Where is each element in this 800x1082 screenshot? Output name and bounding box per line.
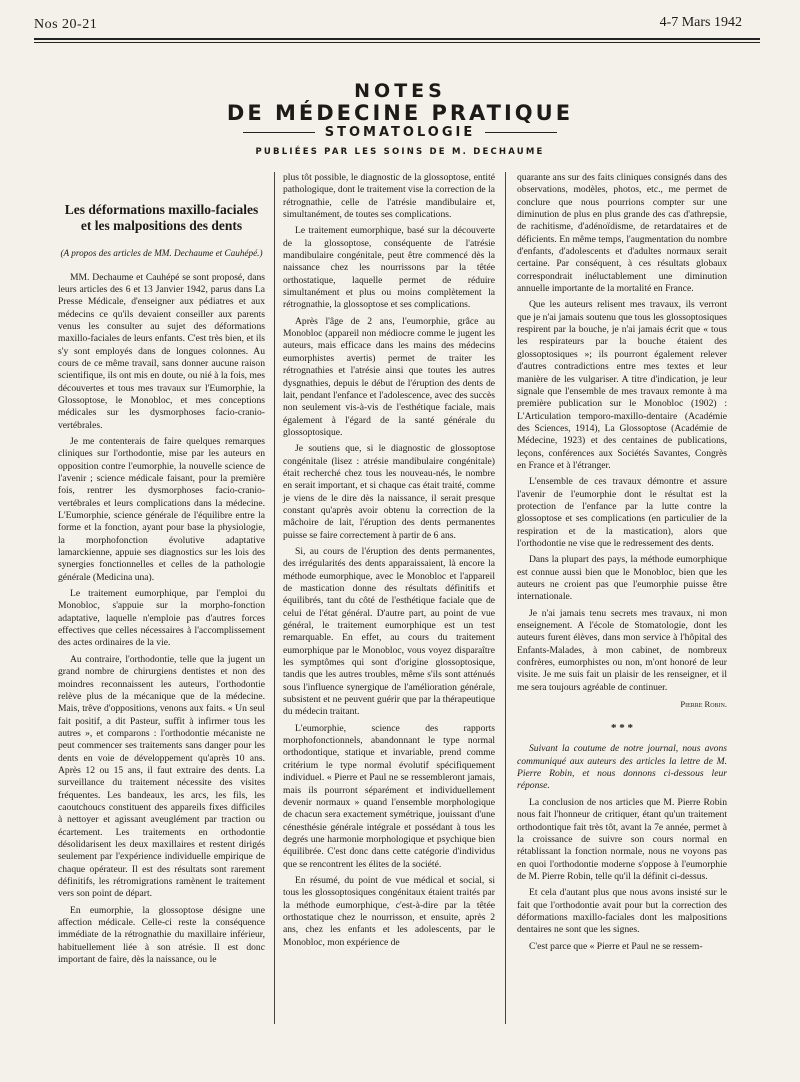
- masthead-medecine-pratique: DE MÉDECINE PRATIQUE: [226, 101, 574, 125]
- masthead-rule-left: [243, 132, 315, 133]
- paragraph: Je soutiens que, si le diagnostic de glossoptose congénitale (lisez : atrésie mandibulaire congénitale) était recherché chez tous les nouveau-nés, le nombre en serait important, et si chaque cas était traité, comme je viens de le dire dès la naissance, il serait presque constant qu'après avoir obtenu la correction de la mâchoire de lait, l'éruption des dents permanentes puisse se faire correctement à partir de 6 ans.: [283, 443, 495, 541]
- paragraph: Si, au cours de l'éruption des dents permanentes, des irrégularités des dents apparaissaient, là encore la méthode eumorphique, avec le Monobloc et l'appareil de mastication donne des résultats définitifs et équilibrés, tant du côté de l'esthétique faciale que de celui de l'état général. D'autre part, au point de vue général, le traitement eumorphique est un test remarquable. En effet, au cours du traitement eumorphique par le Monobloc, vous voyez disparaître les symptômes qui sont d'origine glossoptosique, tandis que les autres troubles, même s'ils sont atténués sous l'influence synergique de l'amélioration générale, subsistent et ne peuvent guérir que par la thérapeutique du médecin traitant.: [283, 545, 495, 718]
- paragraph: La conclusion de nos articles que M. Pierre Robin nous fait l'honneur de critiquer, étant qu'un traitement orthodontique fait très tôt, avant la 7e année, permet à la croissance de suivre son cours normal en rétablissant la fonction normale, nous ne voyons pas en quoi l'orthodontie moderne s'oppose à l'eumorphie de M. Pierre Robin, telle qu'il la définit ci-dessus.: [517, 796, 727, 882]
- masthead-rule-right: [485, 132, 557, 133]
- article-title: Les déformations maxillo-faciales et les malpositions des dents: [64, 202, 259, 233]
- paragraph: Le traitement eumorphique, par l'emploi du Monobloc, s'appuie sur la morpho-fonction adaptative, laquelle n'emploie pas d'autres forces effectives que celles nécessaires à l'accomplissement des actes ordinaires de la vie.: [58, 588, 265, 649]
- paragraph: Je n'ai jamais tenu secrets mes travaux, ni mon enseignement. A l'école de Stomatologie, dont les auteurs furent élèves, dans mon service à l'hôpital des Enfants-Malades, à mon cabinet, de nombreux confrères, eumorphistes ou non, m'ont honoré de leur visite. Je me suis fait un plaisir de les renseigner, et il me sera toujours agréable de continuer.: [517, 607, 727, 693]
- column-1: [58, 172, 265, 970]
- column-rule-2: [505, 172, 506, 1024]
- masthead-section: [0, 125, 800, 140]
- signature: Pierre Robin.: [680, 699, 727, 710]
- paragraph: En eumorphie, la glossoptose désigne une affection médicale. Celle-ci reste la conséquence immédiate de la rétrognathie du maxillaire inférieur, habituellement liée à son atrésie. Il est donc important de faire, dès la naissance, ou le: [58, 904, 265, 966]
- masthead-notes: NOTES: [354, 80, 446, 102]
- header-rule-thin: [34, 42, 760, 43]
- paragraph: Après l'âge de 2 ans, l'eumorphie, grâce au Monobloc (appareil non médiocre comme le jugent les auteurs, mais efficace dans les mains des médecins eumorphistes avertis) permet de traiter les rétrognathies et l'atrésie ainsi que toutes les autres dysgnathies, depuis le début de l'éruption des dents de lait, pendant l'enfance et l'adolescence, avec des succès non seulement vis-à-vis de l'esthétique faciale, mais également à l'égard de la santé générale du glossoptosique.: [283, 315, 495, 438]
- paragraph: Je me contenterais de faire quelques remarques cliniques sur l'orthodontie, mise par les auteurs en opposition contre l'eumorphie, la nouvelle science de l'avenir ; science médicale faisant, pour la première fois, rentrer les dysmorphoses facio-cranio-vertébrales et leurs complications dans la médecine. L'Eumorphie, science générale de l'équilibre entre la forme et la fonction, ayant pour base la physiologie, la morphofonction évolutive adaptative lamarckienne, appuie ses diagnostics sur les lois des synergies fonctionnelles et celles de la pathologie générale (Medicina una).: [58, 435, 265, 583]
- paragraph: quarante ans sur des faits cliniques consignés dans des observations, modèles, photos, etc., me permet de conclure que nous pourrions compter sur une diminution de plus en plus grande des cas d'athrepsie, de rachitisme, d'adénoïdisme, de retardataires et de déficients. En même temps, l'augmentation du nombre d'enfants, d'adolescents et d'adultes normaux serait certaine. Par conséquent, à ces résultats globaux correspondrait inéluctablement une diminution annuelle importante de la mortalité en France.: [517, 172, 727, 295]
- paragraph: Au contraire, l'orthodontie, telle que la jugent un grand nombre de chirurgiens dentistes et non des moindres reconnaissent les auteurs, l'orthodontie relève plus de la mécanique que de la médecine. Mais, trêve d'oppositions, venons aux faits. « Un seul fait positif, a dit Pasteur, suffit à infirmer tous les autres », et comparons : l'orthodontie mécaniste ne peut commencer ses traitements sans danger pour les dents en voie de développement qu'après 10 ans. Après 12 ou 15 ans, il faut extraire des dents. La surveillance du traitement nécessite des visites fréquentes. Les bandeaux, les arcs, les fils, les caoutchoucs constituent des appareils fixes difficiles à nettoyer et agissant aveuglément par traction ou écartement. Les traitements en orthodontie désolidarisent les deux maxillaires et restent dirigés seulement par l'expérience individuelle empirique de chaque opérateur. Il est des résultats sont rarement définitifs, les rétromigrations ramènent le traitement vers son point de départ.: [58, 653, 265, 900]
- paragraph: Et cela d'autant plus que nous avons insisté sur le fait que l'orthodontie avait pour but la correction des déformations maxillo-faciales dont les malpositions dentaires ne sont que les signes.: [517, 887, 727, 936]
- column-3: [517, 172, 727, 957]
- paragraph: Que les auteurs relisent mes travaux, ils verront que je n'ai jamais soutenu que tous les glossoptosiques respirent par la bouche, je n'ai jamais écrit que « tous les respirateurs par la bouche étaient des glossoptosiques »; ils pourront également relever d'autres contradictions entre mes textes et leur manière de les vulgariser. A titre d'indication, je leur signale que l'ensemble de mes travaux remonte à ma première publication sur le Monobloc (1902) : L'Articulation temporo-maxillo-dentaire (Académie des Sciences, 1914), La Glossoptose (Académie de Médecine, 1923) et des centaines de publications, leçons, conférences aux Sociétés Savantes, Congrès en France et à l'étranger.: [517, 299, 727, 471]
- paragraph: plus tôt possible, le diagnostic de la glossoptose, entité pathologique, dont le traitement vise la correction de la rétrognathie, celle de l'atrésie mandibulaire et, simultanément, de toutes ses complications.: [283, 172, 495, 221]
- paragraph: L'ensemble de ces travaux démontre et assure l'avenir de l'eumorphie dont le résultat est la protection de l'enfance par la lutte contre la glossoptose et ses complications (en particulier de la respiration et de la mastication), alors que l'orthodontie ne vise que le redressement des dents.: [517, 476, 727, 549]
- paragraph: MM. Dechaume et Cauhépé se sont proposé, dans leurs articles des 6 et 13 Janvier 1942, parus dans La Presse Médicale, d'enseigner aux pédiatres et aux médecins ce qu'ils devaient conseiller aux parents venus les consulter au sujet des déformations maxillo-faciales de leurs enfants. C'est très bien, et ils s'y sont employés dans de longues colonnes. Au cours de ce même travail, sans donner aucune raison scientifique, ils ont mis en doute, ou nié à la fois, mes découvertes et tous mes travaux sur l'Eumorphie, la Glossoptose, le Monobloc, et mes conceptions médicales sur les dysmorphoses facio-cranio-vertébrales.: [58, 271, 265, 431]
- section-title: STOMATOLOGIE: [324, 125, 476, 140]
- paragraph: Le traitement eumorphique, basé sur la découverte de la glossoptose, conséquente de l'atrésie mandibulaire congénitale, peut être commencé dès la naissance chez les nourrissons par la têtée orthostatique, laquelle permet de réduire simultanément et plus ou moins complètement la rétrognathie, la glossoptose et ses complications.: [283, 225, 495, 311]
- issue-date: 4-7 Mars 1942: [659, 15, 742, 30]
- article-subtitle: (A propos des articles de MM. Dechaume et Cauhépé.): [60, 248, 263, 258]
- issue-number: Nos 20-21: [34, 17, 98, 32]
- paragraph: L'eumorphie, science des rapports morphofonctionnels, abandonnant le type normal orthodontique, statique et invariable, prend comme critérium le type normal évolutif spécifiquement individuel. « Pierre et Paul ne se ressembleront jamais, mais ils pourront séparément et individuellement devenir normaux » quand l'ensemble morphologique de chacun sera exactement symétrique, jouissant d'une cénesthésie générale intégrale et possédant à tous les degrés une harmonie morphologique et psychique bien équilibrée. C'est donc dans cette catégorie d'individus que se rencontrent les élites de la société.: [283, 722, 495, 870]
- column-rule-1: [274, 172, 275, 1024]
- editorial-note: Suivant la coutume de notre journal, nous avons communiqué aux auteurs des articles la lettre de M. Pierre Robin, et nous donnons ci-dessous leur réponse.: [517, 743, 727, 792]
- paragraph: En résumé, du point de vue médical et social, si tous les glossoptosiques congénitaux étaient traités par la méthode eumorphique, c'est-à-dire par la têtée orthostatique chez le nourrisson, et ensuite, après 2 ans, chez les enfants et les adolescents, par le Monobloc, mon expérience de: [283, 874, 495, 948]
- paragraph: C'est parce que « Pierre et Paul ne se ressem-: [529, 940, 703, 952]
- separator-stars: * * *: [611, 722, 633, 735]
- header-rule: [34, 38, 760, 40]
- paragraph: Dans la plupart des pays, la méthode eumorphique est connue aussi bien que le Monobloc, bien que les auteurs ne croient pas que l'eumorphie puisse être internationale.: [517, 554, 727, 603]
- masthead-editor: PUBLIÉES PAR LES SOINS DE M. DECHAUME: [255, 147, 545, 157]
- column-2: [283, 172, 495, 953]
